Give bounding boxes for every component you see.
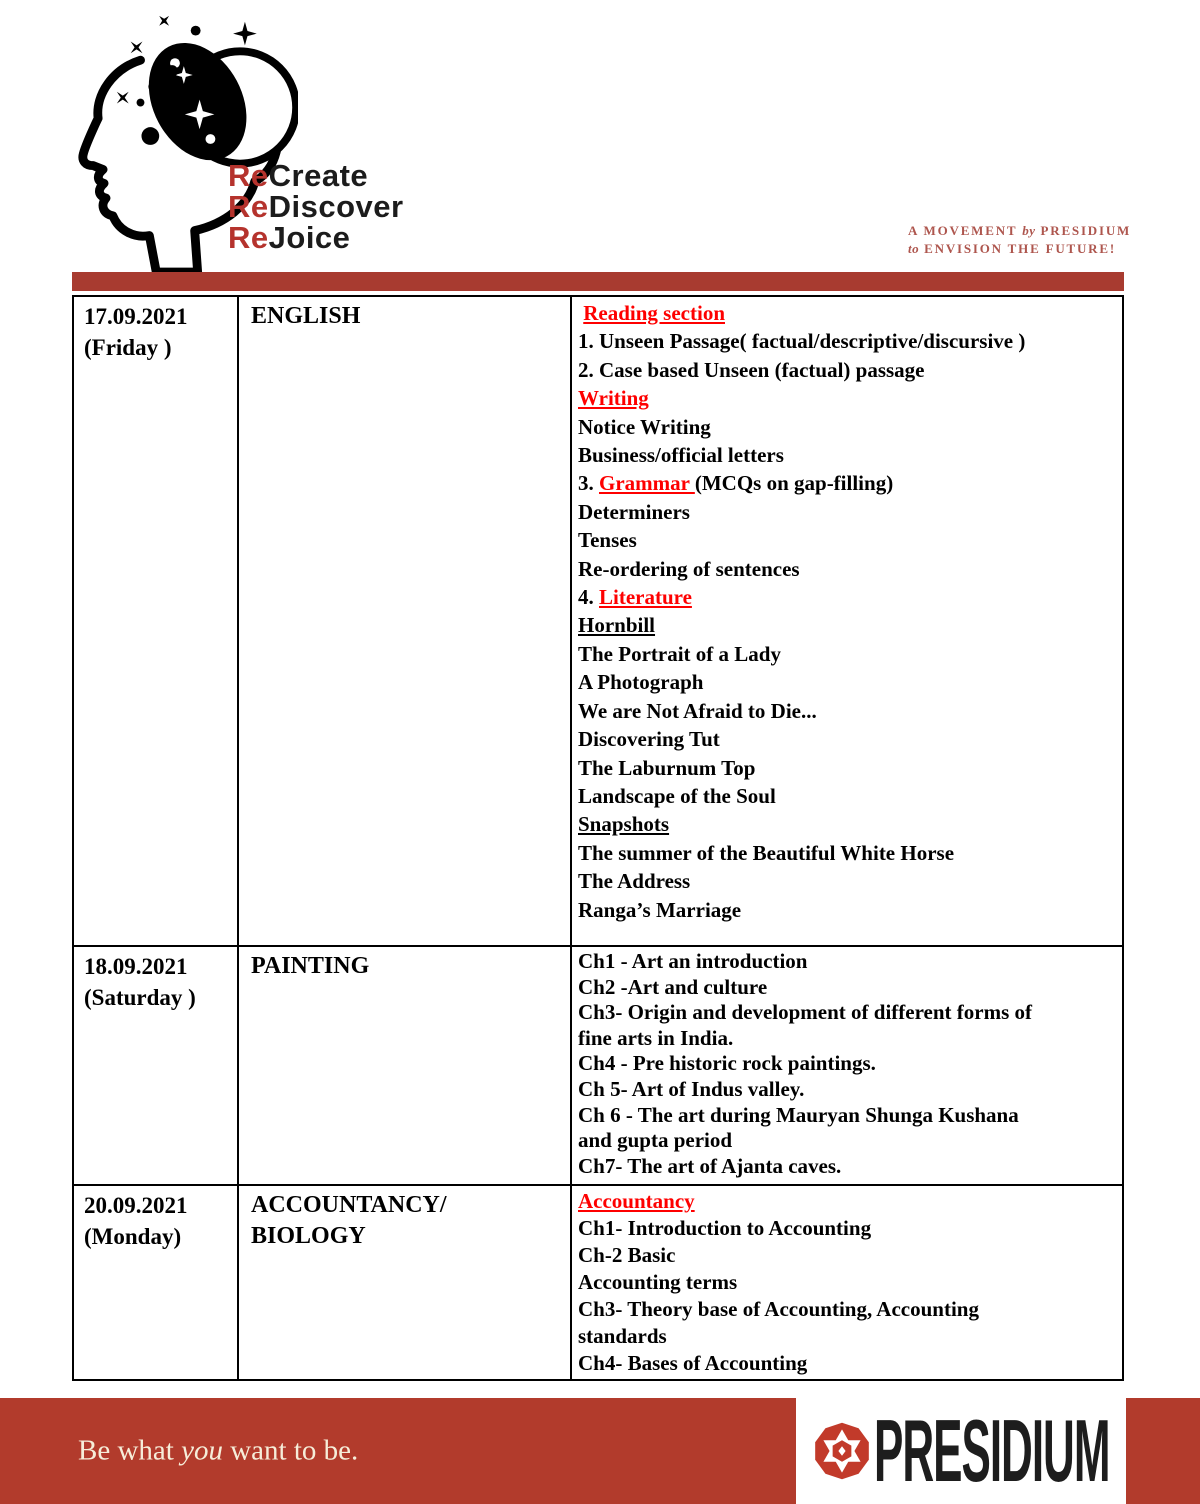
syllabus-cell (572, 947, 1122, 1184)
text-segment: Ch-2 Basic (578, 1243, 676, 1267)
red-divider-bar (72, 272, 1124, 291)
date-cell (74, 1186, 239, 1379)
text-segment: Writing (578, 386, 649, 411)
text-segment: Accounting terms (578, 1270, 738, 1294)
syllabus-line (578, 975, 1122, 1001)
text-segment: Ch1 - Art an introduction (578, 949, 808, 973)
date-line: (Friday ) (84, 335, 172, 360)
brand-prefix: Re (228, 158, 269, 193)
syllabus-line (578, 1077, 1122, 1103)
syllabus-cell (572, 297, 1122, 945)
text-segment: to (908, 241, 920, 256)
syllabus-line (578, 327, 1122, 355)
syllabus-line (578, 1026, 1122, 1052)
text-segment: The Laburnum Top (578, 755, 756, 780)
syllabus-line (578, 754, 1122, 782)
syllabus-line (578, 526, 1122, 554)
syllabus-line (578, 1051, 1122, 1077)
text-segment: ENVISION THE FUTURE! (919, 241, 1116, 256)
syllabus-line (578, 1269, 1122, 1296)
syllabus-line (578, 810, 1122, 838)
date-cell (74, 297, 239, 945)
brand-line (228, 191, 404, 222)
text-segment: The Portrait of a Lady (578, 641, 781, 666)
brand-rest: Create (268, 158, 369, 193)
text-segment: Ch4- Bases of Accounting (578, 1351, 808, 1375)
text-segment: 1. Unseen Passage( factual/descriptive/discursive ) (578, 329, 1026, 354)
syllabus-line (578, 299, 1122, 327)
text-segment: Hornbill (578, 613, 656, 638)
presidium-logo (796, 1398, 1126, 1504)
syllabus-line (578, 782, 1122, 810)
subject-cell (239, 297, 572, 945)
syllabus-line (578, 1000, 1122, 1026)
syllabus-line (578, 413, 1122, 441)
text-segment: Ch 6 - The art during Mauryan Shunga Kushana (578, 1102, 1019, 1127)
text-segment: 4. (578, 585, 599, 610)
subject-line: ENGLISH (251, 303, 361, 329)
presidium-gem-icon (812, 1421, 872, 1481)
text-segment: Landscape of the Soul (578, 783, 776, 808)
syllabus-line (578, 469, 1122, 497)
syllabus-line (578, 1188, 1122, 1215)
text-segment: you (181, 1434, 223, 1467)
syllabus-line (578, 441, 1122, 469)
syllabus-line (578, 1215, 1122, 1242)
footer-bar (0, 1398, 1200, 1504)
syllabus-line (578, 725, 1122, 753)
text-segment: fine arts in India. (578, 1025, 734, 1050)
brand-line (228, 222, 404, 253)
text-segment: A Photograph (578, 670, 704, 695)
syllabus-line (578, 1154, 1122, 1180)
date-line: 17.09.2021 (84, 304, 188, 329)
syllabus-line (578, 1128, 1122, 1154)
text-segment: Ch2 -Art and culture (578, 974, 768, 999)
text-segment: Business/official letters (578, 443, 784, 468)
syllabus-line (578, 896, 1122, 924)
text-segment: by (1022, 223, 1036, 238)
footer-slogan (78, 1435, 358, 1468)
text-segment: Ch7- The art of Ajanta caves. (578, 1153, 842, 1178)
subject-line: BIOLOGY (251, 1223, 366, 1249)
text-segment: The Address (578, 869, 691, 894)
subject-cell (239, 1186, 572, 1379)
text-segment: Reading section (583, 301, 725, 325)
text-segment: Be what (78, 1434, 182, 1467)
syllabus-line (578, 1350, 1122, 1377)
subject-line: ACCOUNTANCY/ (251, 1192, 447, 1218)
text-segment: (MCQs on gap-filling) (694, 471, 894, 496)
syllabus-line (578, 1103, 1122, 1129)
text-segment: PRESIDIUM (1035, 223, 1132, 238)
movement-line-2 (908, 240, 1131, 258)
text-segment: Discovering Tut (578, 727, 720, 752)
brand-prefix: Re (228, 220, 269, 255)
date-line: (Monday) (84, 1224, 182, 1249)
text-segment: Ch 5- Art of Indus valley. (578, 1076, 805, 1101)
brand-line (228, 160, 404, 191)
table-row (74, 1186, 1122, 1379)
subject-line: PAINTING (251, 953, 370, 979)
syllabus-line (578, 1323, 1122, 1350)
presidium-wordmark: PRESIDIUM (874, 1401, 1110, 1500)
datesheet-table (72, 295, 1124, 1381)
syllabus-line (578, 949, 1122, 975)
subject-cell (239, 947, 572, 1184)
text-segment: and gupta period (578, 1128, 733, 1153)
syllabus-line (578, 839, 1122, 867)
date-line: 18.09.2021 (84, 954, 188, 979)
text-segment: The summer of the Beautiful White Horse (578, 840, 955, 865)
date-line: (Saturday ) (84, 985, 196, 1010)
brand-prefix: Re (228, 189, 269, 224)
movement-tagline (908, 222, 1131, 258)
text-segment: standards (578, 1324, 667, 1348)
text-segment: Re-ordering of sentences (578, 556, 800, 581)
text-segment: Tenses (578, 528, 637, 553)
text-segment: Ch4 - Pre historic rock paintings. (578, 1051, 876, 1076)
syllabus-line (578, 867, 1122, 895)
syllabus-line (578, 555, 1122, 583)
syllabus-line (578, 356, 1122, 384)
syllabus-line (578, 1296, 1122, 1323)
text-segment: Snapshots (578, 812, 670, 837)
brand-rest: Discover (268, 189, 404, 224)
text-segment: A MOVEMENT (908, 223, 1023, 238)
text-segment: Ch3- Origin and development of different forms of (578, 1000, 1032, 1025)
text-segment: Literature (599, 585, 692, 610)
text-segment: want to be. (222, 1434, 359, 1467)
text-segment: 3. (578, 471, 599, 496)
syllabus-line (578, 384, 1122, 412)
text-segment: Grammar (599, 471, 695, 496)
text-segment: Ch1- Introduction to Accounting (578, 1216, 872, 1240)
date-cell (74, 947, 239, 1184)
text-segment: We are Not Afraid to Die... (578, 698, 817, 723)
text-segment: Notice Writing (578, 414, 711, 439)
text-segment: Accountancy (578, 1189, 695, 1213)
text-segment: 2. Case based Unseen (factual) passage (578, 357, 925, 382)
syllabus-cell (572, 1186, 1122, 1379)
table-row (74, 947, 1122, 1186)
syllabus-line (578, 640, 1122, 668)
text-segment: Determiners (578, 499, 690, 524)
date-line: 20.09.2021 (84, 1193, 188, 1218)
brand-wordmark (228, 160, 404, 253)
syllabus-line (578, 697, 1122, 725)
syllabus-line (578, 1242, 1122, 1269)
movement-line-1 (908, 222, 1131, 240)
syllabus-line (578, 583, 1122, 611)
text-segment: Ranga’s Marriage (578, 897, 742, 922)
text-segment: Ch3- Theory base of Accounting, Accounting (578, 1297, 979, 1321)
brand-rest: Joice (268, 220, 351, 255)
syllabus-line (578, 498, 1122, 526)
syllabus-line (578, 611, 1122, 639)
table-row (74, 297, 1122, 947)
syllabus-line (578, 668, 1122, 696)
